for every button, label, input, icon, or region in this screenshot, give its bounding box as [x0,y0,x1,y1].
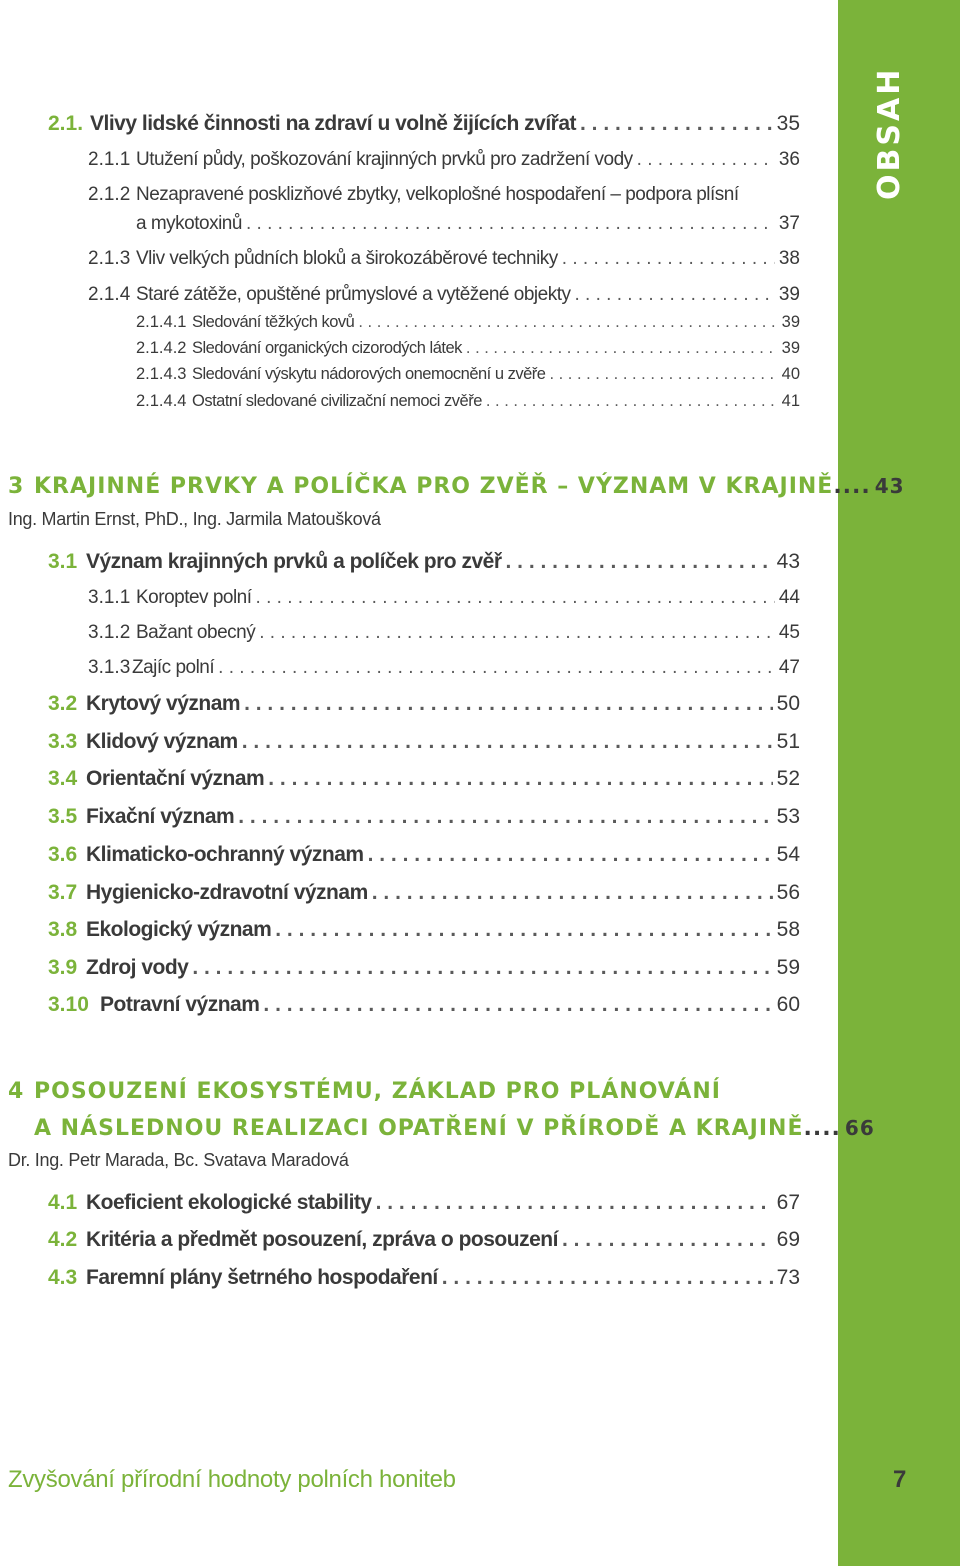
toc-entry-page: 52 [776,767,800,790]
toc-entry-number: 3.2 [48,692,78,715]
toc-entry-3-1-3[interactable] [88,657,800,679]
toc-entry-page: 59 [776,956,800,979]
toc-entry-page: 50 [776,692,800,715]
toc-entry-2-1-4[interactable] [88,284,800,306]
toc-entry-3-9[interactable] [48,956,800,980]
dot-leader [562,1228,773,1252]
toc-entry-title: Zajíc polní [132,657,215,678]
chapter-number: 4 [8,1079,25,1104]
toc-entry-number: 2.1. [48,112,84,135]
toc-entry-page: 35 [776,112,800,135]
toc-entry-title: Ekologický význam [86,918,272,941]
toc-entry-page: 40 [781,365,800,383]
toc-entry-3-1-1[interactable] [88,587,800,609]
toc-entry-3-5[interactable] [48,805,800,829]
dot-leader [562,248,775,270]
toc-entry-number: 3.9 [48,956,78,979]
dot-leader: .... [833,474,871,499]
toc-entry-title: Koeficient ekologické stability [86,1191,372,1214]
dot-leader [192,956,772,980]
toc-entry-title: Krytový význam [86,692,241,715]
toc-entry-page: 69 [776,1228,800,1251]
toc-entry-3-1-2[interactable] [88,622,800,644]
toc-entry-title: Nezapravené posklizňové zbytky, velkoplošné hospodaření – podpora plísní [136,184,739,205]
toc-entry-page: 73 [776,1266,800,1289]
toc-entry-page: 54 [776,843,800,866]
toc-entry-number: 3.5 [48,805,78,828]
toc-entry-page: 38 [778,248,800,269]
toc-entry-number: 2.1.2 [88,184,131,205]
toc-entry-title: Zdroj vody [86,956,189,979]
side-tab [838,0,960,1566]
toc-entry-number: 3.10 [48,993,89,1016]
toc-entry-number: 2.1.4.4 [136,392,187,410]
dot-leader [637,149,775,171]
toc-entry-number: 3.1.1 [88,587,131,608]
toc-entry-number: 4.1 [48,1191,78,1214]
dot-leader [256,587,775,609]
toc-entry-4-2[interactable] [48,1228,800,1252]
toc-entry-number: 3.4 [48,767,78,790]
chapter-title-line2: A NÁSLEDNOU REALIZACI OPATŘENÍ V PŘÍRODĚ A KRAJINĚ [34,1116,804,1141]
toc-entry-title: Faremní plány šetrného hospodaření [86,1266,438,1289]
toc-entry-number: 4.2 [48,1228,78,1251]
toc-entry-title-continued: a mykotoxinů [136,213,242,234]
toc-entry-number: 4.3 [48,1266,78,1289]
toc-entry-page: 58 [776,918,800,941]
dot-leader [242,730,773,754]
toc-entry-3-6[interactable] [48,843,800,867]
chapter-page: 66 [844,1116,875,1140]
chapter-3-heading[interactable] [8,474,905,499]
toc-entry-2-1[interactable] [48,112,800,136]
toc-entry-number: 2.1.4 [88,284,131,305]
chapter-number: 3 [8,474,25,499]
toc-entry-4-3[interactable] [48,1266,800,1290]
toc-entry-number: 2.1.1 [88,149,131,170]
toc-entry-3-1[interactable] [48,550,800,574]
toc-entry-3-10[interactable] [48,993,800,1017]
toc-entry-page: 56 [776,881,800,904]
footer-page-number: 7 [893,1466,907,1493]
toc-entry-page: 36 [778,149,800,170]
chapter-4-heading[interactable] [8,1079,721,1104]
toc-entry-2-1-4-1[interactable] [136,313,800,332]
dot-leader [580,112,773,136]
toc-entry-title: Sledování těžkých kovů [192,313,355,331]
dot-leader: .... [803,1116,841,1141]
toc-entry-2-1-3[interactable] [88,248,800,270]
chapter-title: KRAJINNÉ PRVKY A POLÍČKA PRO ZVĚŘ – VÝZNAM V KRAJINĚ [34,474,834,499]
toc-entry-number: 3.1.2 [88,622,131,643]
toc-entry-title: Význam krajinných prvků a políček pro zvěř [86,550,502,573]
toc-entry-title: Klimaticko-ochranný význam [86,843,364,866]
toc-entry-number: 2.1.4.1 [136,313,187,331]
toc-entry-page: 60 [776,993,800,1016]
toc-entry-title: Orientační význam [86,767,265,790]
dot-leader [442,1266,773,1290]
toc-entry-page: 39 [781,313,800,331]
toc-entry-2-1-2[interactable] [88,184,800,206]
toc-entry-number: 3.1 [48,550,78,573]
toc-entry-2-1-4-2[interactable] [136,339,800,358]
chapter-page: 43 [874,474,905,498]
dot-leader [372,881,773,905]
toc-entry-number: 2.1.4.2 [136,339,187,357]
dot-leader [549,365,777,384]
toc-entry-title: Utužení půdy, poškozování krajinných prvků pro zadržení vody [136,149,633,170]
toc-entry-title: Vliv velkých půdních bloků a širokozáběrové techniky [136,248,558,269]
toc-entry-title: Koroptev polní [136,587,252,608]
toc-entry-title: Hygienicko-zdravotní význam [86,881,368,904]
side-tab-label: OBSAH [872,66,907,200]
dot-leader [466,339,778,358]
toc-entry-3-3[interactable] [48,730,800,754]
dot-leader [259,622,775,644]
toc-entry-title: Ostatní sledované civilizační nemoci zvěře [192,392,482,410]
toc-entry-number: 2.1.3 [88,248,131,269]
dot-leader [574,284,774,306]
toc-entry-4-1[interactable] [48,1191,800,1215]
toc-entry-title: Bažant obecný [136,622,256,643]
toc-entry-page: 51 [776,730,800,753]
toc-entry-2-1-4-3[interactable] [136,365,800,384]
toc-entry-title: Fixační význam [86,805,235,828]
toc-entry-page: 44 [778,587,800,608]
toc-entry-title: Sledování organických cizorodých látek [192,339,462,357]
toc-entry-number: 3.6 [48,843,78,866]
dot-leader [238,805,772,829]
toc-entry-number: 3.1.3 [88,657,131,678]
toc-entry-page: 45 [778,622,800,643]
dot-leader [244,692,773,716]
chapter-4-heading-line2[interactable] [34,1116,875,1141]
toc-entry-number: 3.8 [48,918,78,941]
toc-entry-page: 43 [776,550,800,573]
toc-entry-page: 39 [781,339,800,357]
dot-leader [246,213,775,235]
dot-leader [358,313,777,332]
toc-entry-2-1-4-4[interactable] [136,392,800,411]
toc-entry-title: Staré zátěže, opuštěné průmyslové a vytěžené objekty [136,284,571,305]
dot-leader [275,918,772,942]
toc-entry-number: 3.3 [48,730,78,753]
toc-entry-title: Potravní význam [100,993,260,1016]
toc-entry-page: 39 [778,284,800,305]
toc-entry-number: 3.7 [48,881,78,904]
toc-entry-page: 47 [778,657,800,678]
toc-entry-page: 53 [776,805,800,828]
chapter-title-line1: POSOUZENÍ EKOSYSTÉMU, ZÁKLAD PRO PLÁNOVÁNÍ [34,1079,721,1104]
footer-book-title: Zvyšování přírodní hodnoty polních honiteb [8,1466,456,1493]
dot-leader [368,843,773,867]
toc-entry-page: 37 [778,213,800,234]
toc-entry-2-1-2-continued[interactable] [136,213,800,235]
toc-entry-title: Klidový význam [86,730,238,753]
toc-entry-3-8[interactable] [48,918,800,942]
dot-leader [268,767,772,791]
dot-leader [263,993,772,1017]
toc-entry-3-2[interactable] [48,692,800,716]
toc-entry-page: 67 [776,1191,800,1214]
dot-leader [218,657,775,679]
toc-entry-title: Vlivy lidské činnosti na zdraví u volně žijících zvířat [90,112,577,135]
toc-entry-number: 2.1.4.3 [136,365,187,383]
toc-entry-3-7[interactable] [48,881,800,905]
toc-entry-title: Sledování výskytu nádorových onemocnění u zvěře [192,365,546,383]
toc-entry-title: Kritéria a předmět posouzení, zpráva o posouzení [86,1228,558,1251]
dot-leader [506,550,773,574]
toc-entry-3-4[interactable] [48,767,800,791]
dot-leader [376,1191,773,1215]
chapter-3-authors: Ing. Martin Ernst, PhD., Ing. Jarmila Matoušková [8,509,381,529]
toc-entry-page: 41 [781,392,800,410]
toc-entry-2-1-1[interactable] [88,149,800,171]
chapter-4-authors: Dr. Ing. Petr Marada, Bc. Svatava Maradová [8,1150,349,1170]
dot-leader [486,392,778,411]
